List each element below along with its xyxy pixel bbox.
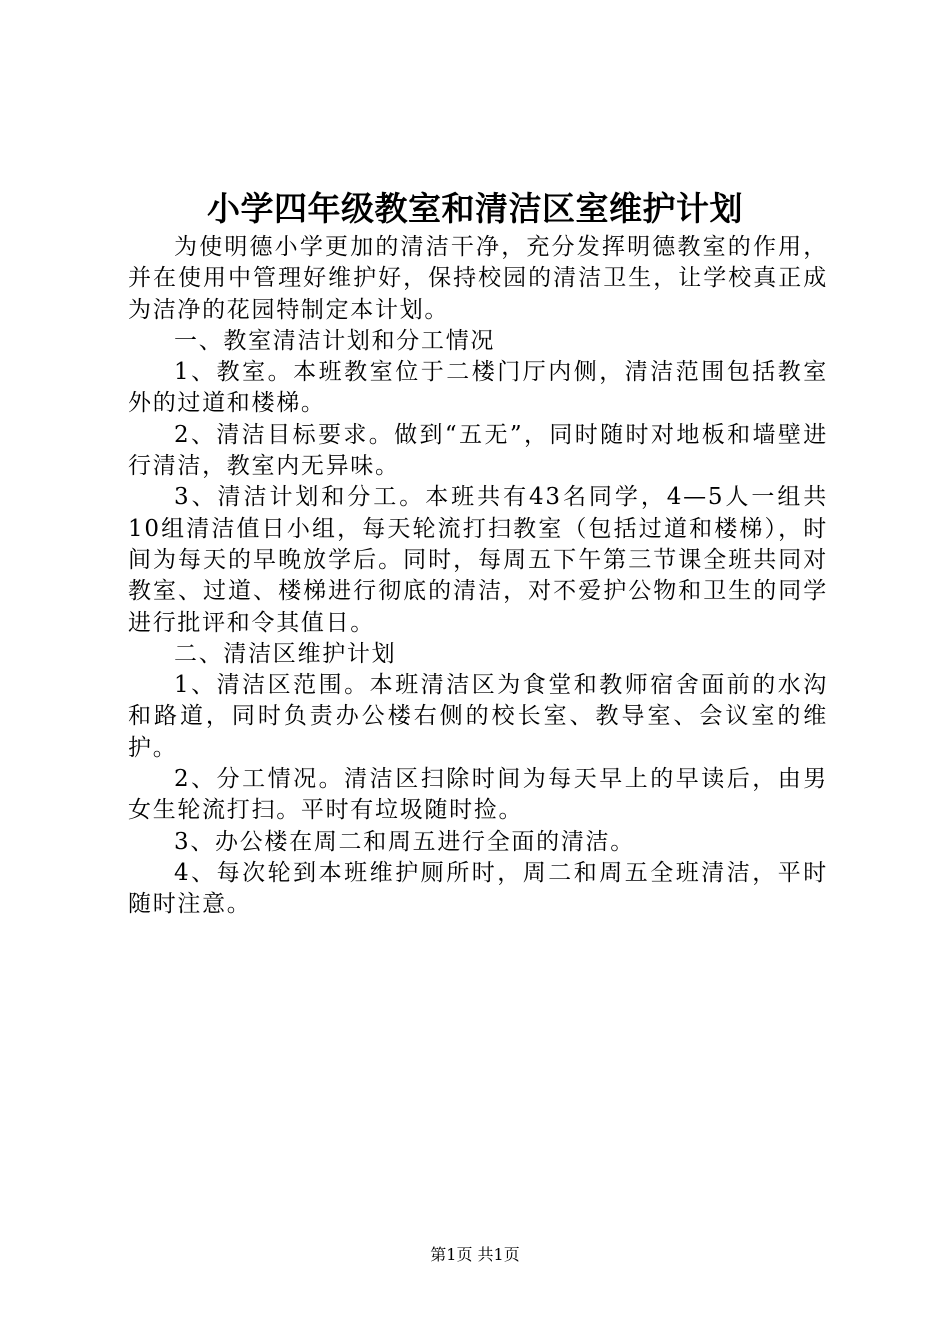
paragraph-area-scope: 1、清洁区范围。本班清洁区为食堂和教师宿舍面前的水沟和路道，同时负责办公楼右侧的校长室、教导室、会议室的维护。 <box>128 672 828 761</box>
paragraph-cleaning-plan: 3、清洁计划和分工。本班共有43名同学，4—5人一组共10组清洁值日小组，每天轮流打扫教室（包括过道和楼梯），时间为每天的早晚放学后。同时，每周五下午第三节课全班共同对教室、过道、楼梯进行彻底的清洁，对不爱护公物和卫生的同学进行批评和令其值日。 <box>128 484 828 636</box>
paragraph-classroom: 1、教室。本班教室位于二楼门厅内侧，清洁范围包括教室外的过道和楼梯。 <box>128 359 828 417</box>
section-heading-cleaning-area: 二、清洁区维护计划 <box>174 640 397 667</box>
document-title: 小学四年级教室和清洁区室维护计划 <box>207 189 743 228</box>
paragraph-division-of-work: 2、分工情况。清洁区扫除时间为每天早上的早读后，由男女生轮流打扫。平时有垃圾随时捡。 <box>128 766 828 824</box>
paragraph-cleaning-goals: 2、清洁目标要求。做到“五无”，同时随时对地板和墙壁进行清洁，教室内无异味。 <box>128 421 828 480</box>
page-number-footer: 第1页 共1页 <box>430 1245 520 1264</box>
intro-paragraph: 为使明德小学更加的清洁干净，充分发挥明德教室的作用，并在使用中管理好维护好，保持校园的清洁卫生，让学校真正成为洁净的花园特制定本计划。 <box>128 234 828 323</box>
document-body <box>128 232 828 921</box>
paragraph-restroom: 4、每次轮到本班维护厕所时，周二和周五全班清洁，平时随时注意。 <box>128 859 828 918</box>
section-heading-classroom: 一、教室清洁计划和分工情况 <box>174 327 496 354</box>
paragraph-office-building: 3、办公楼在周二和周五进行全面的清洁。 <box>174 828 635 855</box>
